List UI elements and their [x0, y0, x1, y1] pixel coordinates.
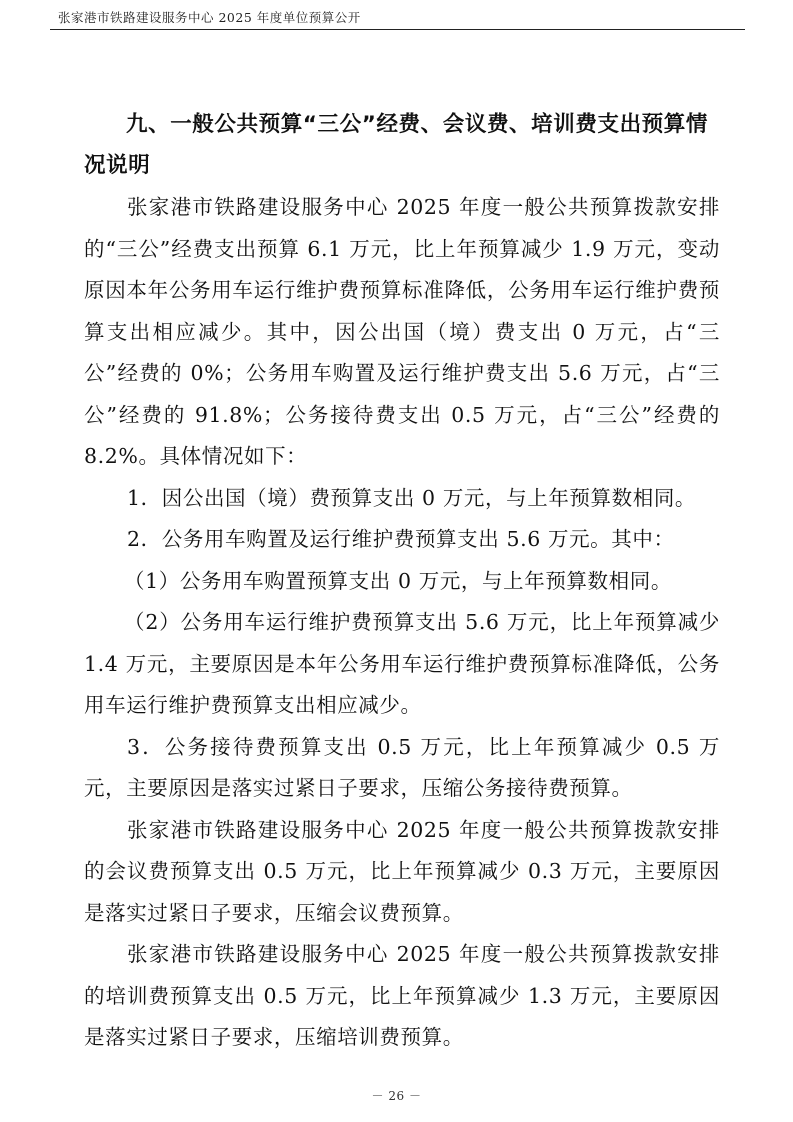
paragraph-meeting-fee: 张家港市铁路建设服务中心 2025 年度一般公共预算拨款安排的会议费预算支出 0.5 万元，比上年预算减少 0.3 万元，主要原因是落实过紧日子要求，压缩会议费预算。	[84, 817, 720, 925]
page-content	[84, 104, 720, 1059]
header-divider	[50, 29, 745, 30]
section-heading: 九、一般公共预算“三公”经费、会议费、培训费支出预算情况说明	[84, 112, 708, 178]
paragraph-item-1: 1．因公出国（境）费预算支出 0 万元，与上年预算数相同。	[127, 485, 697, 510]
page-number: － 26 －	[371, 1089, 422, 1103]
paragraph-three-public-summary: 张家港市铁路建设服务中心 2025 年度一般公共预算拨款安排的“三公”经费支出预算 6.1 万元，比上年预算减少 1.9 万元，变动原因本年公务用车运行维护费预算标准降低，公务用车运行维护费预算支出相应减少。其中，因公出国（境）费支出 0 万元，占“三公”经费的 0%；公务用车购置及运行维护费支出 5.6 万元，占“三公”经费的 91.8%；公务接待费支出 0.5 万元，占“三公”经费的 8.2%。具体情况如下：	[84, 195, 720, 468]
running-header: 张家港市铁路建设服务中心 2025 年度单位预算公开	[58, 10, 361, 25]
paragraph-item-2-2: （2）公务用车运行维护费预算支出 5.6 万元，比上年预算减少 1.4 万元，主要原因是本年公务用车运行维护费预算标准降低，公务用车运行维护费预算支出相应减少。	[84, 610, 720, 717]
paragraph-item-2-1: （1）公务用车购置预算支出 0 万元，与上年预算数相同。	[124, 568, 672, 593]
paragraph-item-3: 3．公务接待费预算支出 0.5 万元，比上年预算减少 0.5 万元，主要原因是落实过紧日子要求，压缩公务接待费预算。	[84, 734, 720, 800]
paragraph-training-fee: 张家港市铁路建设服务中心 2025 年度一般公共预算拨款安排的培训费预算支出 0.5 万元，比上年预算减少 1.3 万元，主要原因是落实过紧日子要求，压缩培训费预算。	[84, 942, 720, 1049]
paragraph-item-2: 2．公务用车购置及运行维护费预算支出 5.6 万元。其中：	[127, 527, 675, 551]
